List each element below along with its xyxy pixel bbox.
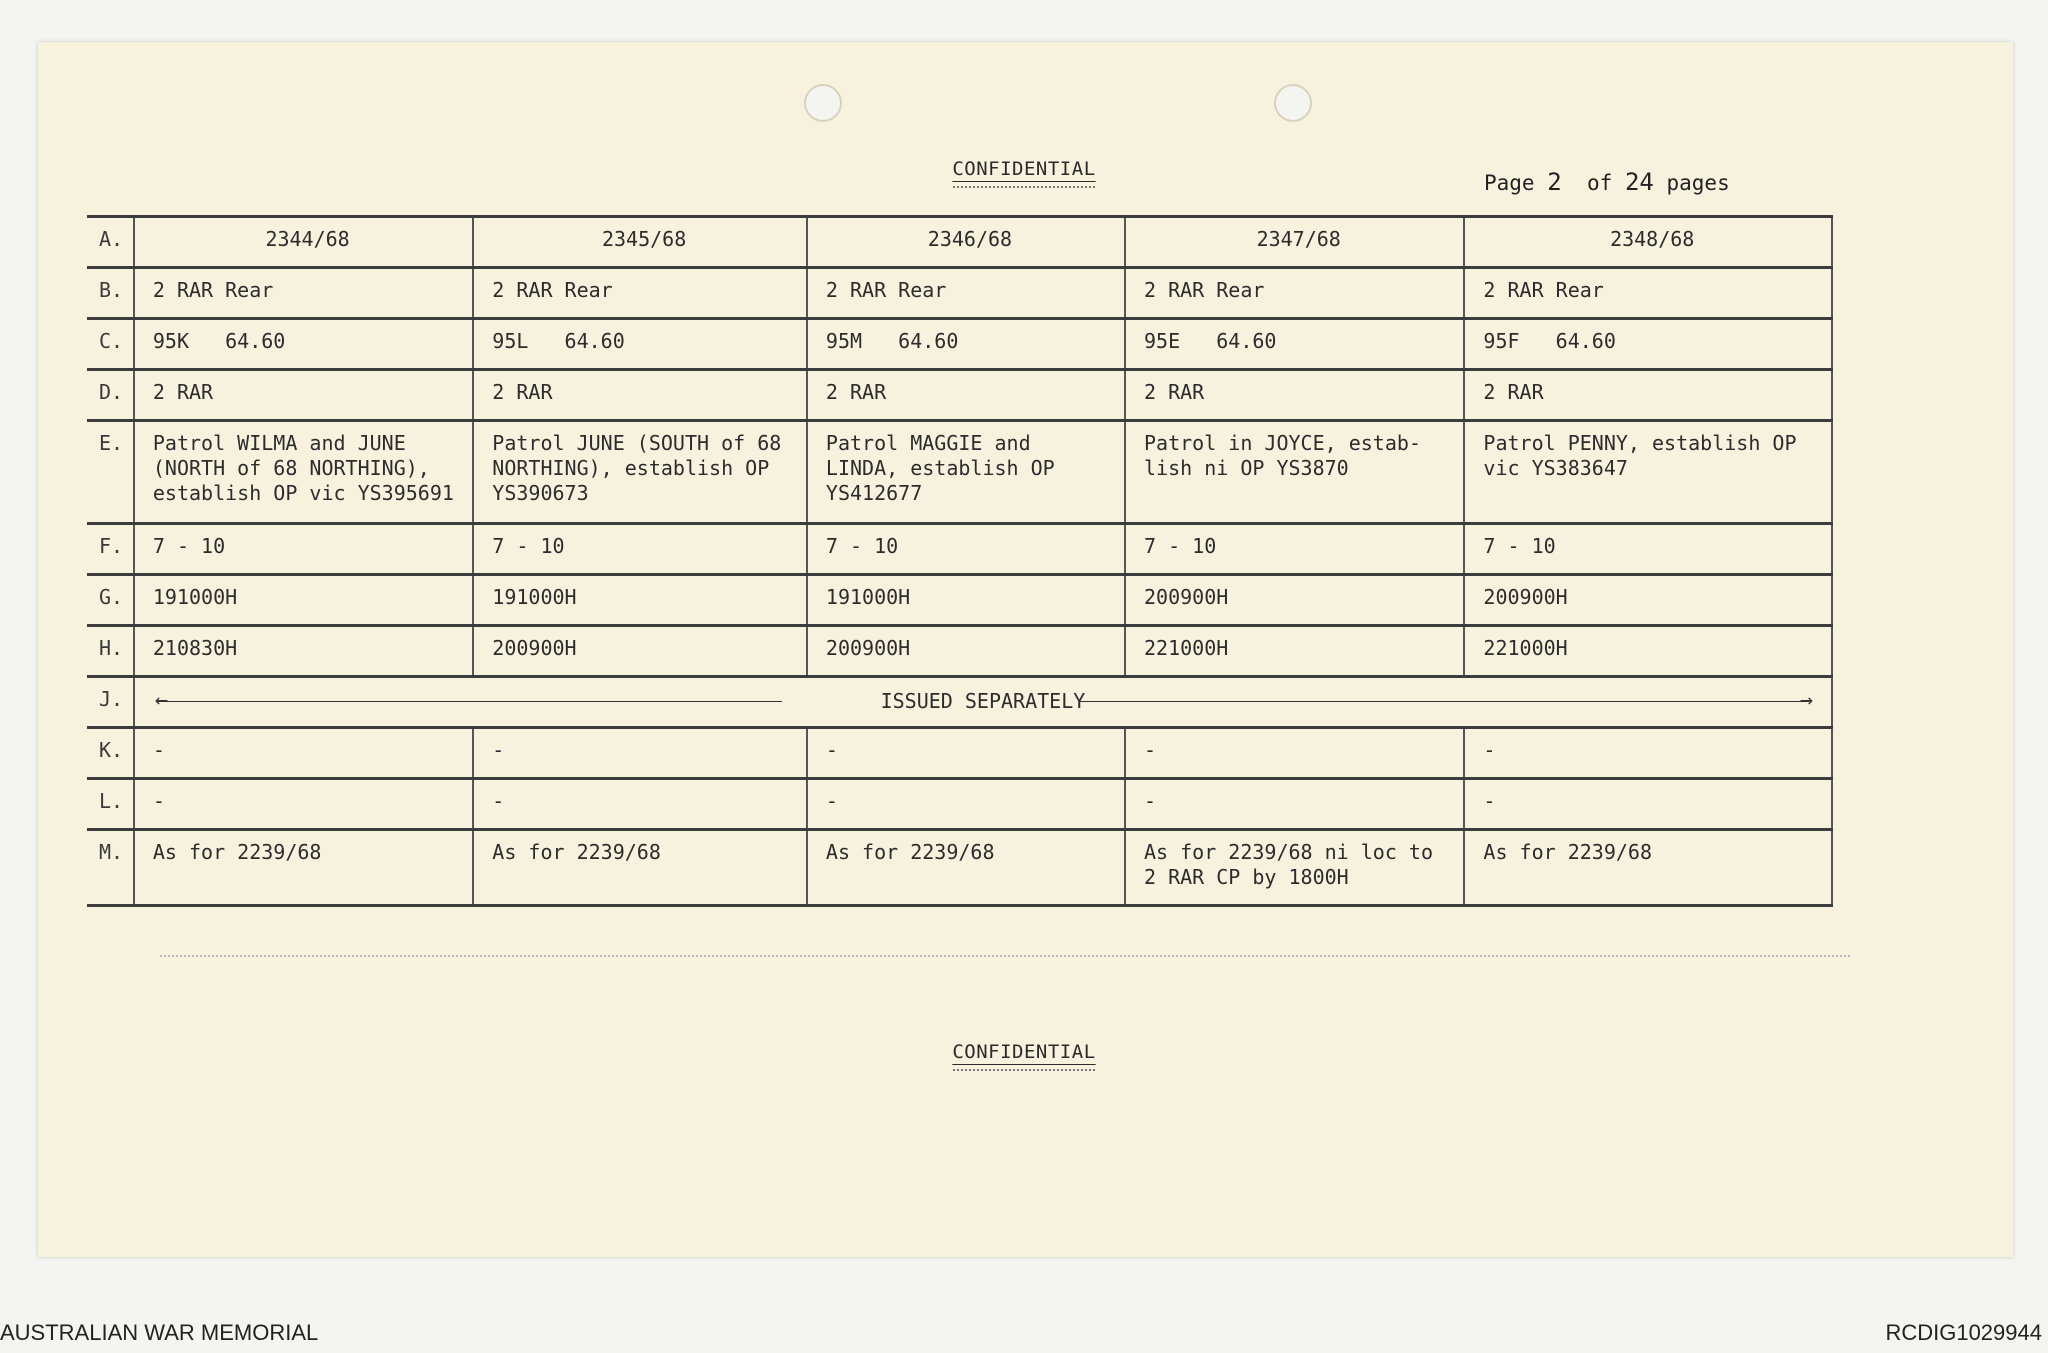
source-caption: AUSTRALIAN WAR MEMORIAL	[0, 1320, 319, 1345]
table-cell: 95E 64.60	[1125, 319, 1464, 370]
punch-hole-left	[804, 84, 842, 122]
table-cell: 2 RAR	[807, 370, 1125, 421]
table-cell: 191000H	[473, 575, 807, 626]
classification-top: CONFIDENTIAL	[0, 158, 2048, 188]
row-label: G.	[87, 575, 134, 626]
table-row	[87, 268, 1832, 319]
row-label: C.	[87, 319, 134, 370]
table-row	[87, 524, 1832, 575]
row-label: D.	[87, 370, 134, 421]
page-number: Page 2 of 24 pages	[1484, 168, 1730, 196]
table-cell: 95L 64.60	[473, 319, 807, 370]
table-cell: 95F 64.60	[1464, 319, 1832, 370]
table-cell: Patrol in JOYCE, estab-lish ni OP YS3870	[1125, 421, 1464, 524]
table-row	[87, 728, 1832, 779]
table-cell: 221000H	[1464, 626, 1832, 677]
table-cell: Patrol MAGGIE and LINDA, establish OP YS412677	[807, 421, 1125, 524]
table-cell: Patrol WILMA and JUNE (NORTH of 68 NORTHING), establish OP vic YS395691	[134, 421, 473, 524]
table-cell: 7 - 10	[807, 524, 1125, 575]
table-cell: 2348/68	[1464, 217, 1832, 268]
divider	[160, 955, 1850, 957]
table-cell: 2344/68	[134, 217, 473, 268]
row-label: A.	[87, 217, 134, 268]
table-cell: As for 2239/68	[807, 830, 1125, 906]
table-cell: 2 RAR Rear	[1464, 268, 1832, 319]
table-cell: 2 RAR Rear	[134, 268, 473, 319]
table-row	[87, 319, 1832, 370]
table-cell: 2 RAR Rear	[473, 268, 807, 319]
row-label: F.	[87, 524, 134, 575]
arrow-line-right	[1079, 701, 1809, 702]
table-row	[87, 626, 1832, 677]
table-cell: -	[1125, 728, 1464, 779]
table-cell: 2 RAR	[1464, 370, 1832, 421]
table-cell: 210830H	[134, 626, 473, 677]
table-cell: -	[134, 779, 473, 830]
arrow-left-icon: ←	[154, 688, 169, 713]
row-label: M.	[87, 830, 134, 906]
table-cell: 2346/68	[807, 217, 1125, 268]
classification-bottom: CONFIDENTIAL	[0, 1041, 2048, 1071]
table-cell: 200900H	[807, 626, 1125, 677]
table-cell: 2 RAR	[1125, 370, 1464, 421]
table-cell: Patrol JUNE (SOUTH of 68 NORTHING), establish OP YS390673	[473, 421, 807, 524]
table-row	[87, 830, 1832, 906]
table-cell: 7 - 10	[1125, 524, 1464, 575]
table-row	[87, 575, 1832, 626]
table-cell: 200900H	[473, 626, 807, 677]
table-cell: 2345/68	[473, 217, 807, 268]
table-cell: 191000H	[134, 575, 473, 626]
row-label: K.	[87, 728, 134, 779]
table-cell: -	[1125, 779, 1464, 830]
table-cell: 7 - 10	[1464, 524, 1832, 575]
table-cell: 191000H	[807, 575, 1125, 626]
table-cell: -	[1464, 779, 1832, 830]
arrow-right-icon: →	[1799, 688, 1813, 713]
table-cell: -	[473, 728, 807, 779]
table-cell: 200900H	[1125, 575, 1464, 626]
record-id: RCDIG1029944	[1885, 1320, 2042, 1345]
table-cell: As for 2239/68	[1464, 830, 1832, 906]
table-cell: Patrol PENNY, establish OP vic YS383647	[1464, 421, 1832, 524]
row-label: H.	[87, 626, 134, 677]
table-cell: As for 2239/68	[473, 830, 807, 906]
table-row	[87, 370, 1832, 421]
table-cell: -	[134, 728, 473, 779]
table-cell: 2 RAR Rear	[1125, 268, 1464, 319]
table-cell: 2 RAR	[473, 370, 807, 421]
table-cell: 221000H	[1125, 626, 1464, 677]
row-label: L.	[87, 779, 134, 830]
table-row	[87, 421, 1832, 524]
table-cell: 7 - 10	[134, 524, 473, 575]
row-label: B.	[87, 268, 134, 319]
table-cell: 2347/68	[1125, 217, 1464, 268]
table-row	[87, 217, 1832, 268]
orders-table	[87, 215, 1833, 907]
table-cell: -	[807, 779, 1125, 830]
spanning-cell	[134, 677, 1832, 728]
table-row	[87, 779, 1832, 830]
table-cell: 95M 64.60	[807, 319, 1125, 370]
table-row	[87, 677, 1832, 728]
row-label: J.	[87, 677, 134, 728]
table-cell: 200900H	[1464, 575, 1832, 626]
row-label: E.	[87, 421, 134, 524]
table-cell: 7 - 10	[473, 524, 807, 575]
spanning-text: ISSUED SEPARATELY	[880, 689, 1086, 713]
punch-hole-right	[1274, 84, 1312, 122]
table-cell: -	[1464, 728, 1832, 779]
table-cell: -	[807, 728, 1125, 779]
table-cell: 2 RAR Rear	[807, 268, 1125, 319]
table-cell: As for 2239/68	[134, 830, 473, 906]
table-cell: -	[473, 779, 807, 830]
table-cell: 95K 64.60	[134, 319, 473, 370]
table-cell: As for 2239/68 ni loc to 2 RAR CP by 1800H	[1125, 830, 1464, 906]
table-cell: 2 RAR	[134, 370, 473, 421]
